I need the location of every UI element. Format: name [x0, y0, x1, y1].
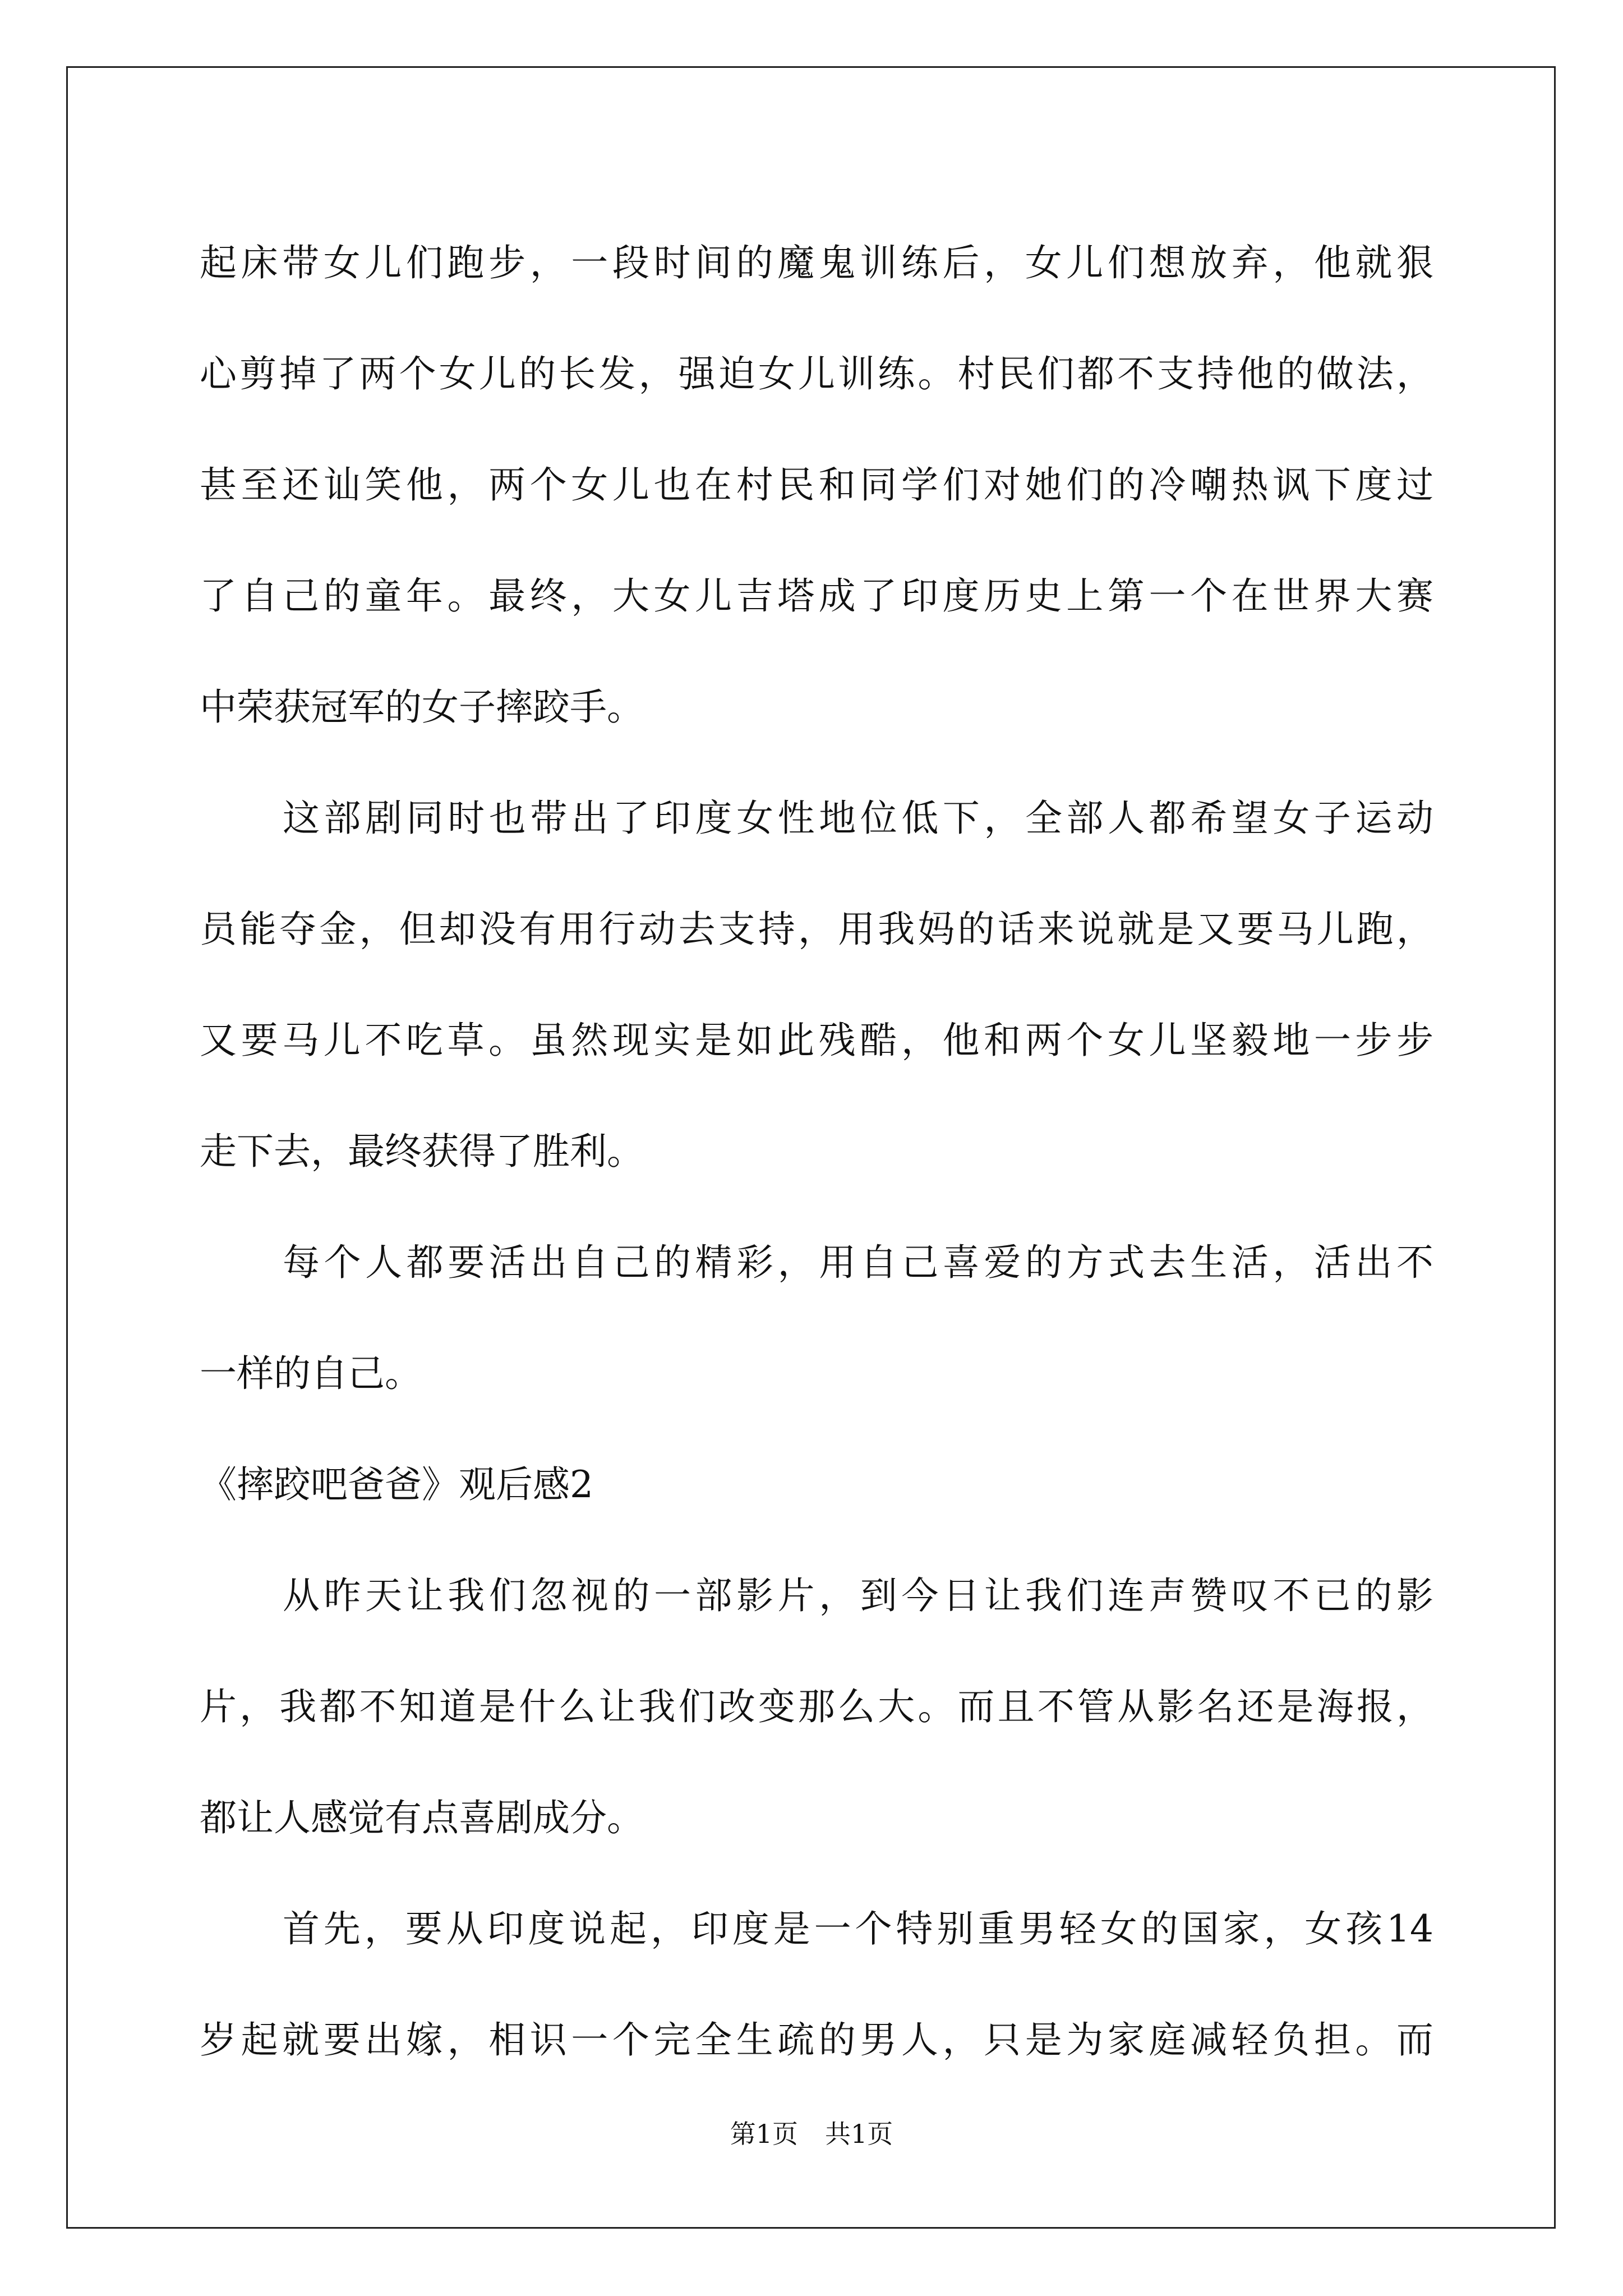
- paragraph-line: 从昨天让我们忽视的一部影片，到今日让我们连声赞叹不已的影: [283, 1574, 1433, 1617]
- paragraph-line: 心剪掉了两个女儿的长发，强迫女儿训练。村民们都不支持他的做法，: [200, 352, 1433, 395]
- paragraph-line: 了自己的童年。最终，大女儿吉塔成了印度历史上第一个在世界大赛: [200, 574, 1433, 618]
- paragraph-line: 都让人感觉有点喜剧成分。: [200, 1796, 644, 1839]
- section-heading: 《摔跤吧爸爸》观后感2: [200, 1463, 593, 1506]
- paragraph-line: 一样的自己。: [200, 1352, 422, 1395]
- document-body: [200, 208, 1433, 2096]
- paragraph-line: 员能夺金，但却没有用行动去支持，用我妈的话来说就是又要马儿跑，: [200, 908, 1433, 951]
- paragraph-line: 片，我都不知道是什么让我们改变那么大。而且不管从影名还是海报，: [200, 1685, 1433, 1728]
- paragraph-line: 岁起就要出嫁，相识一个完全生疏的男人，只是为家庭减轻负担。而: [200, 2018, 1433, 2062]
- paragraph-line: 起床带女儿们跑步，一段时间的魔鬼训练后，女儿们想放弃，他就狠: [200, 241, 1433, 284]
- paragraph-line: 又要马儿不吃草。虽然现实是如此残酷，他和两个女儿坚毅地一步步: [200, 1019, 1433, 1062]
- page-number: 第1页: [730, 2119, 798, 2149]
- page-total: 共1页: [825, 2119, 893, 2149]
- paragraph-line: 甚至还讪笑他，两个女儿也在村民和同学们对她们的冷嘲热讽下度过: [200, 463, 1433, 507]
- paragraph-line: 这部剧同时也带出了印度女性地位低下，全部人都希望女子运动: [283, 797, 1433, 840]
- paragraph-line: 首先，要从印度说起，印度是一个特别重男轻女的国家，女孩14: [283, 1907, 1433, 1950]
- paragraph-line: 走下去，最终获得了胜利。: [200, 1130, 644, 1173]
- paragraph-line: 中荣获冠军的女子摔跤手。: [200, 685, 644, 729]
- paragraph-line: 每个人都要活出自己的精彩，用自己喜爱的方式去生活，活出不: [283, 1241, 1433, 1284]
- page-footer: [0, 2117, 1623, 2151]
